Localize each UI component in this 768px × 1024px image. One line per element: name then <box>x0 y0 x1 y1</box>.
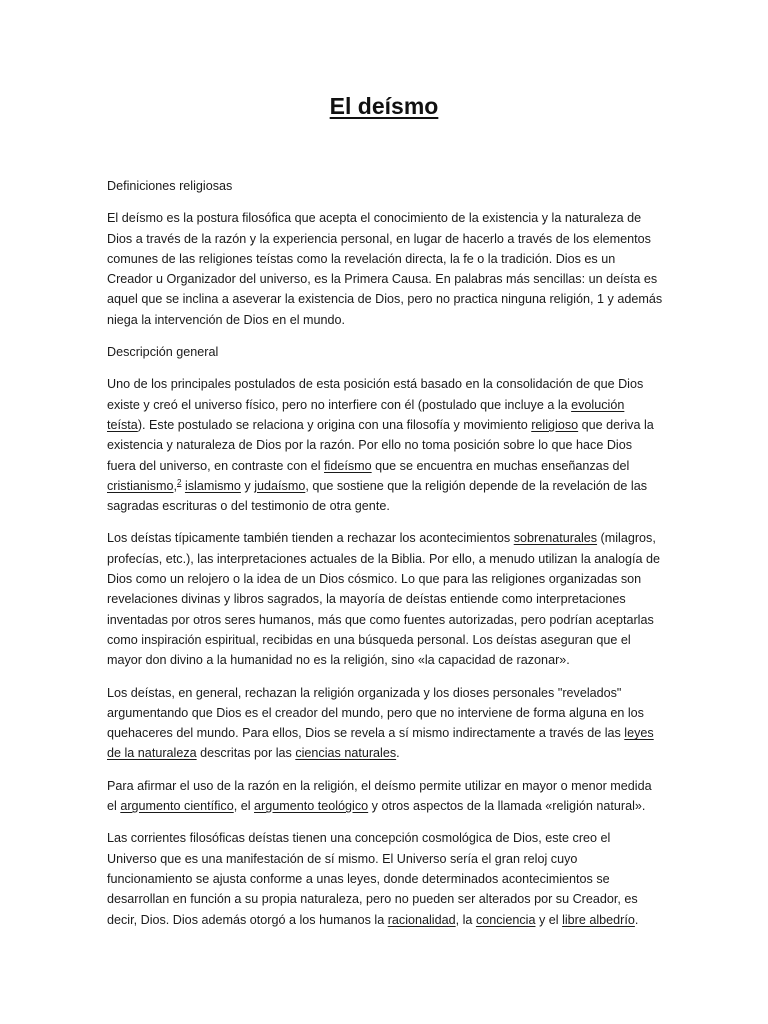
paragraph-text: . <box>396 746 400 761</box>
link-ciencias-naturales[interactable]: ciencias naturales <box>295 746 397 761</box>
link-conciencia[interactable]: conciencia <box>475 912 536 927</box>
link-islamismo[interactable]: islamismo <box>184 478 241 493</box>
paragraph-text: , el <box>233 799 255 814</box>
page-title: El deísmo <box>329 93 439 119</box>
link-judaismo[interactable]: judaísmo <box>254 478 306 493</box>
link-libre-albedrio[interactable]: libre albedrío <box>562 912 635 927</box>
paragraph-text: Las corrientes filosóficas deístas tienen una concepción cosmológica de Dios, este creo el Universo que es una manifestación de sí mismo. El Universo sería el gran reloj cuyo funcionamiento se ajusta conforme a unas leyes, donde determinados acontecimientos se desarrollan en función a su propia naturaleza, pero no pueden ser alterados por su Creador, es decir, Dios. Dios además otorgó a los humanos la <box>107 831 638 927</box>
paragraph-text: Para afirmar el uso de la razón en la religión, el deísmo permite utilizar en mayor o menor medida el <box>107 778 652 814</box>
paragraph-text: . <box>634 912 639 927</box>
link-fideismo[interactable]: fideísmo <box>324 458 372 473</box>
paragraph-text: y el <box>535 912 563 927</box>
paragraph-postulados <box>107 374 663 516</box>
paragraph-text: Los deístas típicamente también tienden a rechazar los acontecimientos <box>107 531 514 546</box>
paragraph-corrientes-deistas <box>107 828 663 929</box>
paragraph-text: Uno de los principales postulados de esta posición está basado en la consolidación de que Dios existe y creó el universo físico, pero no interfiere con él (postulado que incluye a la <box>107 377 644 412</box>
document-body <box>107 176 663 942</box>
paragraph-text: , la <box>455 912 476 927</box>
paragraph-text: descritas por las <box>196 746 296 761</box>
paragraph-text: (milagros, profecías, etc.), las interpretaciones actuales de la Biblia. Por ello, a menudo utilizan la analogía de Dios como un relojero o la idea de un Dios cósmico. Lo que para las religiones organizadas son revelaciones divinas y libros sagrados, la mayoría de deístas entiende como interpretaciones inventadas por otros seres humanos, más que como fuentes autorizadas, pero podrían aceptarlas como inspiración espiritual, recibidas en una búsqueda personal. Los deístas aseguran que el mayor don divino a la humanidad no es la religión, sino «la capacidad de razonar». <box>107 531 661 668</box>
paragraph-text: y <box>240 478 255 493</box>
paragraph-text: que se encuentra en muchas enseñanzas del <box>371 458 630 473</box>
link-religioso[interactable]: religioso <box>531 417 579 432</box>
link-sobrenaturales[interactable]: sobrenaturales <box>513 531 598 546</box>
paragraph-text: , <box>173 478 177 493</box>
footnote-ref-link[interactable]: 2 <box>176 477 182 487</box>
paragraph-text: Los deístas, en general, rechazan la religión organizada y los dioses personales "revelados" argumentando que Dios es el creador del mundo, pero que no interviene de forma alguna en los quehaceres del mundo. Para ellos, Dios se revela a sí mismo indirectamente a través de las <box>107 685 644 741</box>
paragraph-text: y otros aspectos de la llamada «religión natural». <box>368 799 646 814</box>
paragraph-uso-razon <box>107 776 663 817</box>
section-heading-definiciones: Definiciones religiosas <box>107 179 233 193</box>
paragraph-rechazo-sobrenatural <box>107 528 663 670</box>
link-argumento-cientifico[interactable]: argumento científico <box>120 799 234 814</box>
link-leyes-naturaleza[interactable]: leyes de la naturaleza <box>107 726 654 761</box>
paragraph-text: ). Este postulado se relaciona y origina con una filosofía y movimiento <box>137 417 532 432</box>
link-racionalidad[interactable]: racionalidad <box>387 912 456 927</box>
section-heading-descripcion: Descripción general <box>107 345 219 360</box>
link-evolucion-teista[interactable]: evolución teísta <box>107 397 625 432</box>
link-cristianismo[interactable]: cristianismo <box>107 478 174 493</box>
paragraph-religion-organizada <box>107 683 663 764</box>
paragraph-definicion: El deísmo es la postura filosófica que acepta el conocimiento de la existencia y la naturaleza de Dios a través de la razón y la experiencia personal, en lugar de hacerlo a través de los elementos comunes de las religiones teístas como la revelación directa, la fe o la tradición. Dios es un Creador u Organizador del universo, es la Primera Causa. En palabras más sencillas: un deísta es aquel que se inclina a aseverar la existencia de Dios, pero no practica ninguna religión, 1 y además niega la intervención de Dios en el mundo. <box>107 211 663 327</box>
link-argumento-teologico[interactable]: argumento teológico <box>254 799 369 814</box>
paragraph-text: , que sostiene que la religión depende de la revelación de las sagradas escrituras o del testimonio de otra gente. <box>107 478 648 514</box>
paragraph-text: que deriva la existencia y naturaleza de Dios por la razón. Por ello no toma posición sobre lo que hace Dios fuera del universo, en contraste con el <box>107 417 654 473</box>
